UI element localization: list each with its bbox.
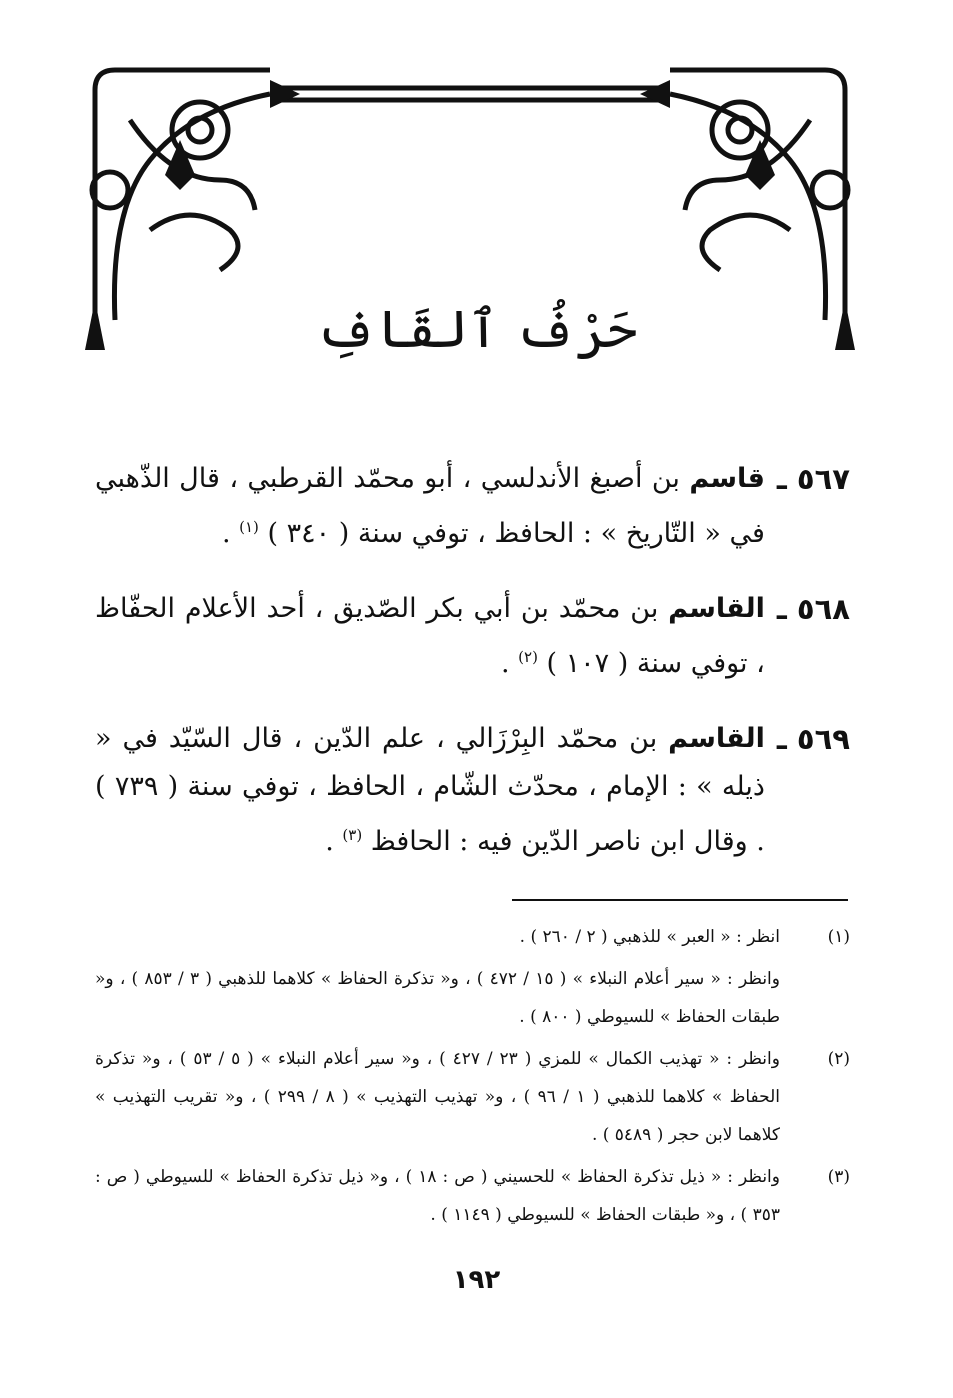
footnote-number: (١) [827, 927, 850, 947]
entry [95, 455, 850, 558]
footnote [95, 918, 850, 956]
entry-body [95, 585, 765, 688]
entry-name: قاسم [689, 463, 765, 494]
entry-number: ٥٦٩ ـ [776, 722, 850, 756]
main-entries [95, 455, 850, 893]
footnote [95, 1040, 850, 1154]
footnote [95, 1158, 850, 1234]
footnote-text: انظر : « العبر » للذهبي ( ٢ / ٢٦٠ ) . [519, 927, 780, 947]
footnote-text: وانظر : « تهذيب الكمال » للمزي ( ٢٣ / ٤٢٧ ) ، و« سير أعلام النبلاء » ( ٥ / ٥٣ ) ، و« تذكرة الحفاظ » كلاهما للذهبي ( ١ / ٩٦ ) ، و« تهذيب التهذيب » ( ٨ / ٢٩٩ ) ، و« تقريب التهذيب » كلاهما لابن حجر ( ٥٤٨٩ ) . [95, 1049, 780, 1145]
page-number: ١٩٢ [452, 1265, 501, 1295]
entry-text: بن محمّد البِرْزَالي ، علم الدّين ، قال السّيّد في « ذيله » : الإمام ، محدّث الشّام ، الحافظ ، توفي سنة ( ٧٣٩ ) . وقال ابن ناصر الدّين فيه : الحافظ [95, 723, 765, 857]
footnotes [95, 918, 850, 1238]
entry-name: القاسم [668, 723, 765, 754]
footnote-ref: (٢) [518, 648, 538, 666]
entry-number: ٥٦٧ ـ [776, 462, 850, 496]
footnote-divider [512, 899, 848, 901]
entry-name: القاسم [668, 593, 765, 624]
entry-number: ٥٦٨ ـ [776, 592, 850, 626]
entry-text: بن محمّد بن أبي بكر الصّديق ، أحد الأعلام الحفّاظ ، توفي سنة ( ١٠٧ ) [95, 593, 765, 679]
footnote-ref: (١) [239, 518, 259, 536]
footnote-text: وانظر : « ذيل تذكرة الحفاظ » للحسيني ( ص : ١٨ ) ، و« ذيل تذكرة الحفاظ » للسيوطي ( ص : ٣٥٣ ) ، و« طبقات الحفاظ » للسيوطي ( ١١٤٩ ) . [95, 1167, 780, 1225]
entry-body [95, 455, 765, 558]
entry [95, 585, 850, 688]
entry-end: . [501, 648, 519, 679]
footnote-number: (٣) [827, 1167, 850, 1187]
entry-text: بن أصبغ الأندلسي ، أبو محمّد القرطبي ، قال الذّهبي في « التّاريخ » : الحافظ ، توفي سنة ( ٣٤٠ ) [95, 463, 765, 549]
entry-body [95, 715, 765, 866]
footnote-number: (٢) [827, 1049, 850, 1069]
entry-end: . [325, 826, 343, 857]
chapter-title: حَرْفُ ٱلقَافِ [315, 300, 638, 360]
footnote-ref: (٣) [342, 826, 363, 844]
entry-end: . [221, 518, 240, 549]
footnote [95, 960, 850, 1036]
footnote-number [780, 960, 850, 1036]
entry [95, 715, 850, 866]
footnote-text: وانظر : « سير أعلام النبلاء » ( ١٥ / ٤٧٢ ) ، و« تذكرة الحفاظ » كلاهما للذهبي ( ٣ / ٨٥٣ ) ، و« طبقات الحفاظ » للسيوطي ( ٨٠٠ ) . [95, 969, 780, 1027]
